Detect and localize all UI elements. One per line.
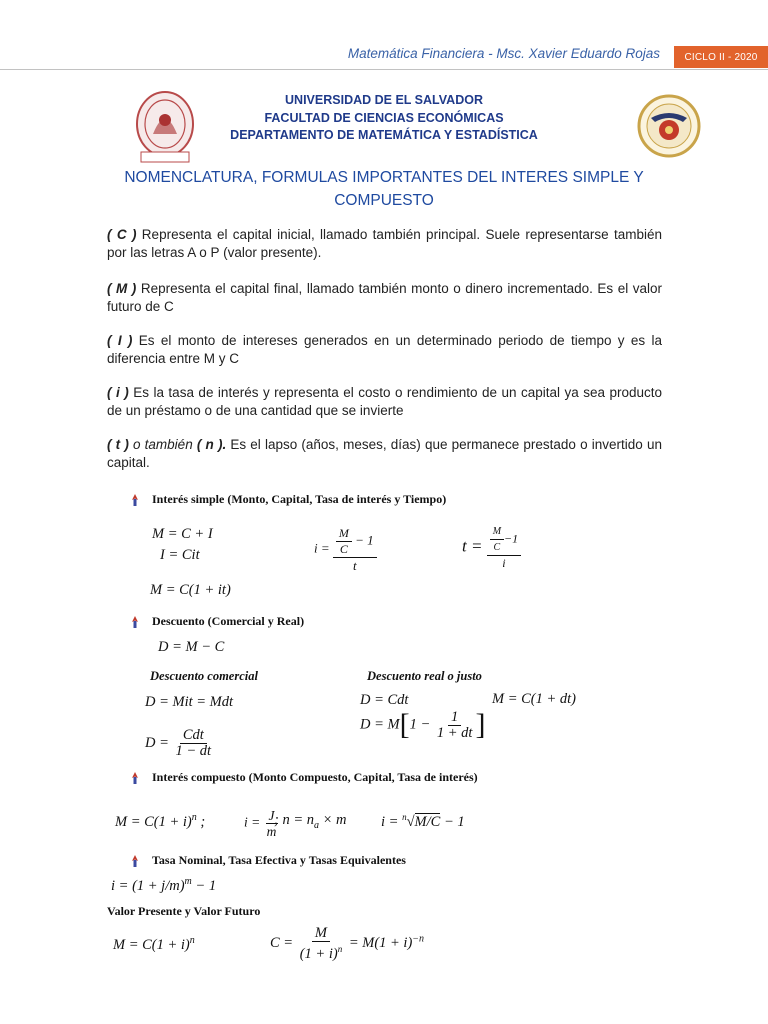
institution-university: UNIVERSIDAD DE EL SALVADOR [285, 93, 483, 107]
formula-effective-rate: $i = (1 + j/m)^m - 1$ [111, 876, 217, 894]
symbol-t: ( t ) [107, 437, 129, 452]
symbol-i-lower: ( i ) [107, 385, 129, 400]
header-divider [0, 69, 768, 70]
section-discount [128, 614, 304, 629]
section-compound-interest [128, 770, 478, 785]
document-title-line2: COMPUESTO [334, 192, 434, 209]
symbol-c: ( C ) [107, 227, 137, 242]
formula-present-value: C = $\frac{M}{(1 + i)^n}$ = $M(1 + i)^{-n}$ [270, 925, 425, 962]
formula-compound-root: i = $^n$√M/C − 1 [381, 812, 465, 830]
document-title-line1: NOMENCLATURA, FORMULAS IMPORTANTES DEL INTERES SIMPLE Y [124, 169, 644, 186]
nomenclature-m [107, 280, 662, 316]
formula-rate-i: i = $\frac{M}{C}$ − 1 t [314, 526, 377, 573]
formula-commercial-discount: D = Mit = Mdt [145, 694, 234, 710]
section-simple-label: Interés simple (Monto, Capital, Tasa de interés y Tiempo) [152, 492, 447, 506]
institution-faculty: FACULTAD DE CIENCIAS ECONÓMICAS [264, 110, 504, 125]
formula-discount: D = M − C [158, 639, 225, 655]
formula-compound-periods: ; $n = n_a \times m$ [274, 812, 347, 831]
symbol-m: ( M ) [107, 281, 137, 296]
label-real-discount: Descuento real o justo [367, 669, 482, 683]
document-title [120, 166, 648, 212]
section-discount-label: Descuento (Comercial y Real) [152, 614, 305, 628]
institution-department: DEPARTAMENTO DE MATEMÁTICA Y ESTADÍSTICA [230, 128, 538, 142]
section-rates [128, 853, 406, 868]
formula-real-monto: M = C(1 + dt) [492, 691, 577, 707]
formula-monto-simple: M = C + I [152, 526, 213, 542]
bullet-arrow-icon [128, 615, 142, 629]
bullet-arrow-icon [128, 854, 142, 868]
symbol-n: ( n ). [196, 437, 227, 452]
formula-commercial-discount-frac: D = $\frac{\text{Cdt}}{1 - dt}$ [145, 727, 212, 759]
nomenclature-t [107, 436, 662, 472]
bullet-arrow-icon [128, 493, 142, 507]
formula-time-t: t = $\frac{M}{C}$ −1 i [462, 524, 521, 571]
cycle-badge: CICLO II - 2020 [674, 46, 768, 68]
section-simple-interest [128, 492, 446, 507]
formula-compound-rate: i = $\frac{J}{m}$ [244, 808, 277, 839]
nomenclature-c-text: Representa el capital inicial, llamado también principal. Suele representarse también por las letras A o P (valor presente). [107, 227, 662, 260]
formula-interes-simple: I = Cit [160, 547, 200, 563]
label-commercial-discount: Descuento comercial [150, 669, 258, 683]
bullet-arrow-icon [128, 771, 142, 785]
formula-compound-monto: $M = C(1 + i)^n$ ; [115, 812, 206, 830]
symbol-i-upper: ( I ) [107, 333, 133, 348]
institution-block [160, 92, 608, 145]
section-present-future-value: Valor Presente y Valor Futuro [107, 904, 261, 918]
faculty-seal-icon [637, 94, 701, 158]
nomenclature-m-text: Representa el capital final, llamado también monto o dinero incrementado. Es el valor futuro de C [107, 281, 662, 314]
nomenclature-i-upper-text: Es el monto de intereses generados en un determinado periodo de tiempo y es la diferencia entre M y C [107, 333, 662, 366]
nomenclature-t-text: Es el lapso (años, meses, días) que permanece prestado o invertido un capital. [107, 437, 662, 470]
nomenclature-i-upper [107, 332, 662, 368]
formula-future-value: $M = C(1 + i)^n$ [113, 935, 195, 953]
nomenclature-t-mid: o también [128, 437, 197, 452]
formula-real-discount: D = Cdt [360, 692, 409, 708]
nomenclature-c [107, 226, 662, 262]
nomenclature-i-lower-text: Es la tasa de interés y representa el costo o rendimiento de un capital ya sea producto de un préstamo o de una cantidad que se invierte [107, 385, 662, 418]
section-rates-label: Tasa Nominal, Tasa Efectiva y Tasas Equivalentes [152, 853, 406, 867]
formula-real-discount-bracket: D = M[1 − $\frac{1}{1 + dt}$ ] [360, 708, 486, 741]
formula-monto-simple-expanded: M = C(1 + it) [150, 582, 231, 598]
nomenclature-i-lower [107, 384, 662, 420]
section-compound-label: Interés compuesto (Monto Compuesto, Capital, Tasa de interés) [152, 770, 478, 784]
header-course-title: Matemática Financiera - Msc. Xavier Eduardo Rojas [347, 46, 660, 61]
